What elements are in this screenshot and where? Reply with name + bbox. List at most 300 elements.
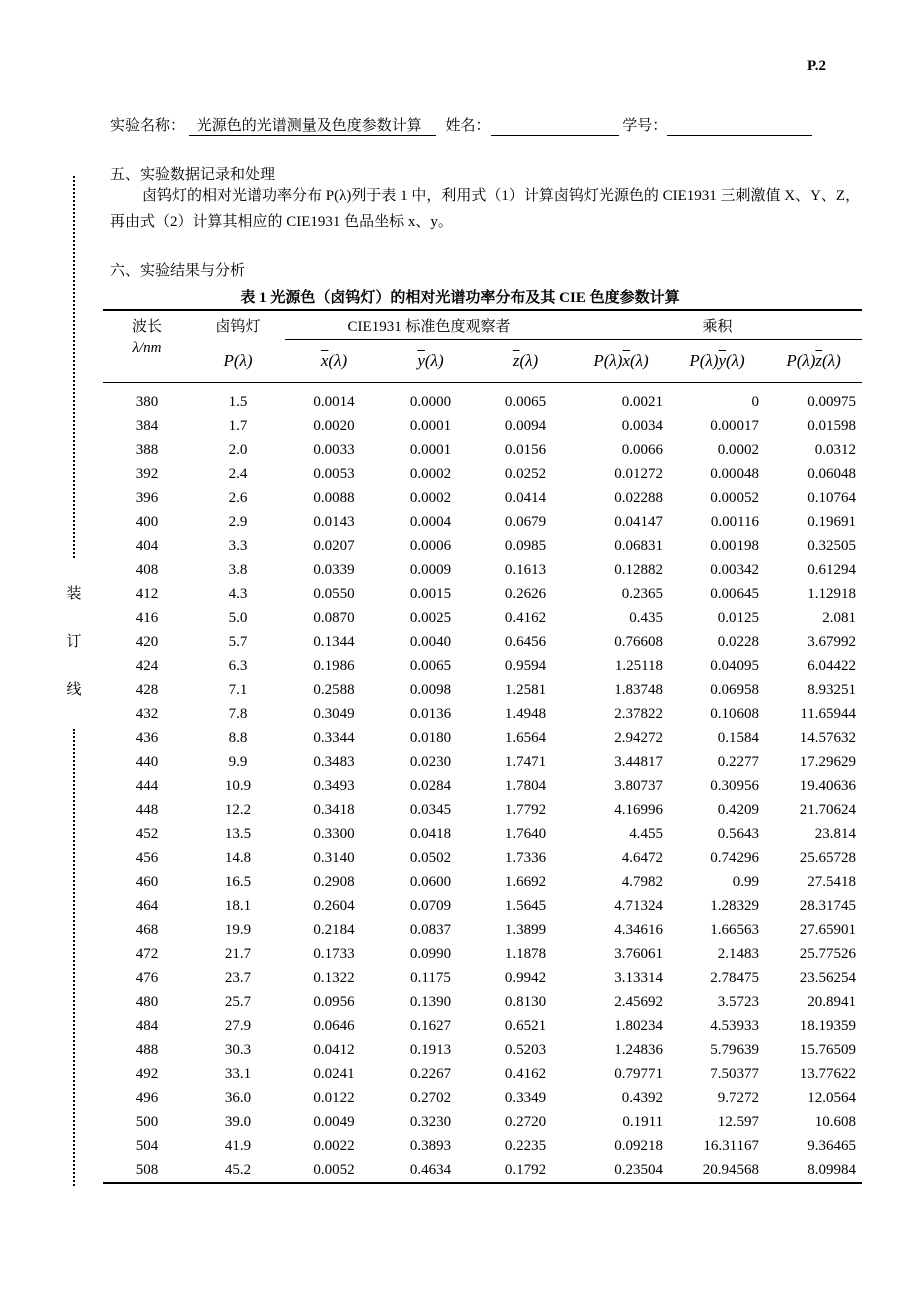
cell-xbar: 0.3483: [313, 754, 355, 770]
cell-xbar: 0.0033: [313, 442, 355, 458]
cell-p-xbar: 0.12882: [614, 562, 664, 578]
cell-p-zbar: 0.19691: [807, 514, 857, 530]
cell-p-zbar: 10.608: [814, 1114, 857, 1130]
table-row: [103, 462, 862, 486]
cell-wavelength: 504: [135, 1138, 159, 1154]
cell-p-ybar: 12.597: [717, 1114, 760, 1130]
cell-wavelength: 440: [135, 754, 159, 770]
cell-p-ybar: 2.78475: [710, 970, 760, 986]
table-row: [103, 486, 862, 510]
section-5-title: 五、实验数据记录和处理: [110, 167, 276, 183]
cell-wavelength: 392: [135, 466, 159, 482]
cell-wavelength: 472: [135, 946, 159, 962]
cell-p-xbar: 2.37822: [614, 706, 664, 722]
cell-ybar: 0.0418: [409, 826, 452, 842]
cell-ybar: 0.0230: [409, 754, 452, 770]
cell-wavelength: 428: [135, 682, 159, 698]
cell-wavelength: 468: [135, 922, 159, 938]
cell-p-ybar: 0.10608: [710, 706, 760, 722]
cell-ybar: 0.0600: [409, 874, 452, 890]
table-row: [103, 702, 862, 726]
cell-lamp-power: 19.9: [224, 922, 252, 938]
header-pz: [765, 340, 862, 383]
cell-p-xbar: 0.09218: [614, 1138, 664, 1154]
cell-zbar: 1.6692: [504, 874, 547, 890]
data-table: [103, 309, 862, 1184]
cell-zbar: 0.1792: [504, 1162, 547, 1178]
section-5-text: 卤钨灯的相对光谱功率分布 P(λ)列于表 1 中，利用式（1）计算卤钨灯光源色的 CIE1931 三刺激值 X、Y、Z，再由式（2）计算其相应的 CIE1931 色品坐标 x、y。: [110, 188, 861, 230]
cell-p-zbar: 28.31745: [799, 898, 857, 914]
cell-ybar: 0.0001: [409, 418, 452, 434]
student-id-label: 学号：: [622, 118, 668, 134]
table-row: [103, 1014, 862, 1038]
cell-lamp-power: 2.6: [228, 490, 248, 506]
cell-p-ybar: 3.5723: [717, 994, 760, 1010]
cell-lamp-power: 27.9: [224, 1018, 252, 1034]
cell-p-xbar: 1.24836: [614, 1042, 664, 1058]
cell-ybar: 0.0345: [409, 802, 452, 818]
header-px: [573, 340, 669, 383]
cell-p-xbar: 0.0034: [621, 418, 664, 434]
ybar-lambda: (λ): [424, 351, 444, 370]
cell-p-zbar: 19.40636: [799, 778, 857, 794]
cell-lamp-power: 1.5: [228, 394, 248, 410]
header-lamp: 卤钨灯: [215, 318, 261, 335]
cell-wavelength: 464: [135, 898, 159, 914]
cell-lamp-power: 41.9: [224, 1138, 252, 1154]
cell-p-zbar: 0.06048: [807, 466, 857, 482]
xbar-lambda: (λ): [328, 351, 348, 370]
cell-wavelength: 408: [135, 562, 159, 578]
cell-zbar: 0.0985: [504, 538, 547, 554]
cell-p-ybar: 0.30956: [710, 778, 760, 794]
cell-p-xbar: 0.02288: [614, 490, 664, 506]
cell-wavelength: 416: [135, 610, 159, 626]
cell-p-xbar: 3.76061: [614, 946, 664, 962]
cell-wavelength: 380: [135, 394, 159, 410]
table-row: [103, 1110, 862, 1134]
cell-lamp-power: 4.3: [228, 586, 248, 602]
experiment-name-value: 光源色的光谱测量及色度参数计算: [189, 117, 436, 136]
cell-zbar: 0.2235: [504, 1138, 547, 1154]
cell-p-zbar: 2.081: [822, 610, 857, 626]
cell-xbar: 0.0049: [313, 1114, 355, 1130]
cell-p-zbar: 3.67992: [807, 634, 857, 650]
cell-zbar: 1.6564: [504, 730, 547, 746]
cell-lamp-power: 2.9: [228, 514, 248, 530]
cell-lamp-power: 8.8: [228, 730, 248, 746]
table-row: [103, 846, 862, 870]
cell-wavelength: 476: [135, 970, 159, 986]
cell-zbar: 1.5645: [504, 898, 547, 914]
cell-zbar: 1.7792: [504, 802, 547, 818]
table-row: [103, 894, 862, 918]
cell-ybar: 0.0002: [409, 490, 452, 506]
cell-p-xbar: 0.2365: [621, 586, 664, 602]
cell-zbar: 0.9594: [504, 658, 547, 674]
cell-p-zbar: 21.70624: [799, 802, 857, 818]
cell-wavelength: 500: [135, 1114, 159, 1130]
table-row: [103, 1062, 862, 1086]
cell-wavelength: 484: [135, 1018, 159, 1034]
cell-ybar: 0.1627: [409, 1018, 452, 1034]
cell-p-xbar: 2.45692: [614, 994, 664, 1010]
cell-zbar: 0.6456: [504, 634, 547, 650]
header-wavelength: 波长: [131, 318, 162, 335]
cell-lamp-power: 5.7: [228, 634, 248, 650]
table-row: [103, 414, 862, 438]
cell-p-xbar: 0.04147: [614, 514, 664, 530]
table-row: [103, 654, 862, 678]
cell-p-ybar: 0.74296: [710, 850, 760, 866]
cell-lamp-power: 33.1: [224, 1066, 252, 1082]
cell-xbar: 0.0143: [313, 514, 355, 530]
table-row: [103, 726, 862, 750]
zbar-lambda: (λ): [519, 351, 539, 370]
cell-p-ybar: 0.00017: [710, 418, 760, 434]
cell-xbar: 0.0956: [313, 994, 355, 1010]
cell-p-xbar: 3.13314: [614, 970, 664, 986]
cell-p-ybar: 0.00198: [710, 538, 760, 554]
cell-p-zbar: 23.814: [814, 826, 857, 842]
cell-p-xbar: 0.435: [629, 610, 664, 626]
cell-wavelength: 492: [135, 1066, 159, 1082]
cell-wavelength: 424: [135, 658, 159, 674]
cell-p-zbar: 0.61294: [807, 562, 857, 578]
cell-p-ybar: 0.0228: [717, 634, 760, 650]
cell-ybar: 0.0284: [409, 778, 452, 794]
pz-lambda: (λ): [822, 351, 841, 370]
cell-xbar: 0.0412: [313, 1042, 355, 1058]
table-row: [103, 606, 862, 630]
cell-zbar: 0.0252: [504, 466, 547, 482]
cell-zbar: 0.4162: [504, 1066, 547, 1082]
cell-ybar: 0.0002: [409, 466, 452, 482]
cell-ybar: 0.4634: [409, 1162, 452, 1178]
cell-p-zbar: 14.57632: [799, 730, 857, 746]
cell-xbar: 0.1322: [313, 970, 355, 986]
cell-xbar: 0.3140: [313, 850, 355, 866]
cell-p-zbar: 1.12918: [807, 586, 857, 602]
cell-wavelength: 452: [135, 826, 159, 842]
cell-p-xbar: 0.1911: [622, 1114, 664, 1130]
cell-lamp-power: 23.7: [224, 970, 252, 986]
cell-xbar: 0.0241: [313, 1066, 355, 1082]
cell-p-xbar: 4.71324: [614, 898, 664, 914]
cell-p-xbar: 0.0021: [621, 394, 664, 410]
cell-lamp-power: 25.7: [224, 994, 252, 1010]
cell-lamp-power: 3.8: [228, 562, 248, 578]
cell-xbar: 0.3300: [313, 826, 355, 842]
cell-xbar: 0.0053: [313, 466, 355, 482]
table-body: [103, 383, 862, 1184]
cell-p-ybar: 0.06958: [710, 682, 760, 698]
cell-p-ybar: 0.2277: [717, 754, 760, 770]
cell-zbar: 0.0414: [504, 490, 547, 506]
cell-p-zbar: 0.0312: [814, 442, 857, 458]
cell-wavelength: 412: [135, 586, 159, 602]
cell-wavelength: 396: [135, 490, 159, 506]
cell-wavelength: 488: [135, 1042, 159, 1058]
table-row: [103, 1086, 862, 1110]
cell-xbar: 0.0020: [313, 418, 355, 434]
cell-p-zbar: 8.93251: [807, 682, 857, 698]
cell-wavelength: 436: [135, 730, 159, 746]
student-name-label: 姓名：: [445, 118, 491, 134]
cell-p-ybar: 1.66563: [710, 922, 760, 938]
table-row: [103, 438, 862, 462]
cell-wavelength: 496: [135, 1090, 159, 1106]
cell-zbar: 0.0679: [504, 514, 547, 530]
table-row: [103, 966, 862, 990]
student-id-blank: [667, 117, 812, 136]
cell-xbar: 0.2908: [313, 874, 355, 890]
cell-p-xbar: 4.7982: [621, 874, 664, 890]
px-lambda: (λ): [630, 351, 649, 370]
pz-letter: $\overline{z}$: [815, 351, 823, 370]
table-row: [103, 383, 862, 415]
cell-wavelength: 404: [135, 538, 159, 554]
table-row: [103, 750, 862, 774]
table-row: [103, 678, 862, 702]
cell-p-ybar: 0.00116: [710, 514, 760, 530]
table-row: [103, 1134, 862, 1158]
cell-lamp-power: 3.3: [228, 538, 248, 554]
cell-xbar: 0.2604: [313, 898, 355, 914]
table-row: [103, 942, 862, 966]
cell-p-xbar: 0.01272: [614, 466, 664, 482]
cell-ybar: 0.0009: [409, 562, 452, 578]
section-6-title: 六、实验结果与分析: [110, 263, 246, 279]
cell-p-xbar: 3.44817: [614, 754, 664, 770]
cell-ybar: 0.0001: [409, 442, 452, 458]
cell-p-xbar: 1.80234: [614, 1018, 664, 1034]
cell-p-zbar: 17.29629: [799, 754, 857, 770]
pz-P: P(λ): [786, 351, 816, 370]
cell-wavelength: 508: [135, 1162, 159, 1178]
cell-zbar: 1.7336: [504, 850, 547, 866]
cell-xbar: 0.0014: [313, 394, 355, 410]
cell-zbar: 0.9942: [504, 970, 547, 986]
cell-p-xbar: 4.6472: [621, 850, 664, 866]
cell-p-xbar: 0.23504: [614, 1162, 664, 1178]
cell-ybar: 0.3893: [409, 1138, 452, 1154]
cell-p-ybar: 0.00342: [710, 562, 760, 578]
cell-lamp-power: 5.0: [228, 610, 248, 626]
binding-char-xian: 线: [66, 682, 82, 698]
cell-p-ybar: 0: [751, 394, 760, 410]
header-observer-group: CIE1931 标准色度观察者: [285, 310, 573, 340]
cell-p-xbar: 4.16996: [614, 802, 664, 818]
cell-zbar: 1.7471: [504, 754, 547, 770]
cell-zbar: 0.3349: [504, 1090, 547, 1106]
cell-wavelength: 448: [135, 802, 159, 818]
cell-zbar: 0.1613: [504, 562, 547, 578]
table-row: [103, 510, 862, 534]
cell-zbar: 0.2720: [504, 1114, 547, 1130]
cell-p-ybar: 0.0002: [717, 442, 760, 458]
cell-p-zbar: 9.36465: [807, 1138, 857, 1154]
cell-zbar: 0.2626: [504, 586, 547, 602]
cell-lamp-power: 30.3: [224, 1042, 252, 1058]
cell-xbar: 0.0207: [313, 538, 355, 554]
cell-p-xbar: 2.94272: [614, 730, 664, 746]
cell-ybar: 0.0180: [409, 730, 452, 746]
cell-ybar: 0.1175: [410, 970, 451, 986]
cell-p-ybar: 0.99: [732, 874, 760, 890]
table-caption: 表 1 光源色（卤钨灯）的相对光谱功率分布及其 CIE 色度参数计算: [240, 290, 680, 306]
cell-lamp-power: 18.1: [224, 898, 252, 914]
cell-p-zbar: 0.00975: [807, 394, 857, 410]
cell-p-xbar: 4.455: [629, 826, 664, 842]
cell-p-xbar: 0.79771: [614, 1066, 664, 1082]
cell-ybar: 0.3230: [409, 1114, 452, 1130]
cell-xbar: 0.3049: [313, 706, 355, 722]
cell-p-zbar: 12.0564: [807, 1090, 857, 1106]
cell-p-zbar: 25.65728: [799, 850, 857, 866]
table-row: [103, 1038, 862, 1062]
cell-ybar: 0.0837: [409, 922, 452, 938]
cell-p-ybar: 0.00048: [710, 466, 760, 482]
cell-p-zbar: 27.65901: [799, 922, 857, 938]
student-name-blank: [491, 117, 619, 136]
xbar-letter: $\overline{x}$: [320, 351, 329, 370]
cell-wavelength: 388: [135, 442, 159, 458]
cell-lamp-power: 36.0: [224, 1090, 252, 1106]
cell-p-zbar: 6.04422: [807, 658, 857, 674]
cell-zbar: 1.2581: [504, 682, 547, 698]
cell-xbar: 0.3493: [313, 778, 355, 794]
cell-wavelength: 460: [135, 874, 159, 890]
cell-p-ybar: 0.00052: [710, 490, 760, 506]
cell-p-ybar: 2.1483: [717, 946, 760, 962]
header-wavelength-unit: λ/nm: [103, 340, 191, 383]
cell-xbar: 0.0122: [313, 1090, 355, 1106]
table-row: [103, 918, 862, 942]
cell-zbar: 1.4948: [504, 706, 547, 722]
binding-line: [66, 176, 82, 1186]
table-row: [103, 558, 862, 582]
cell-ybar: 0.1913: [409, 1042, 452, 1058]
cell-ybar: 0.0004: [409, 514, 452, 530]
cell-p-xbar: 4.34616: [614, 922, 664, 938]
cell-p-ybar: 16.31167: [703, 1138, 760, 1154]
cell-p-xbar: 1.25118: [614, 658, 664, 674]
cell-xbar: 0.1344: [313, 634, 355, 650]
header-zbar: [478, 340, 573, 383]
cell-p-ybar: 20.94568: [702, 1162, 760, 1178]
py-letter: $\overline{y}$: [718, 351, 726, 370]
cell-p-ybar: 0.04095: [710, 658, 760, 674]
cell-lamp-power: 45.2: [224, 1162, 252, 1178]
zbar-letter: $\overline{z}$: [512, 351, 520, 370]
table-row: [103, 582, 862, 606]
cell-xbar: 0.0550: [313, 586, 355, 602]
cell-lamp-power: 39.0: [224, 1114, 252, 1130]
cell-p-ybar: 0.5643: [717, 826, 760, 842]
cell-xbar: 0.3344: [313, 730, 355, 746]
cell-wavelength: 400: [135, 514, 159, 530]
cell-zbar: 0.8130: [504, 994, 547, 1010]
cell-p-zbar: 0.32505: [807, 538, 857, 554]
table-row: [103, 774, 862, 798]
header-product-group: 乘积: [573, 310, 862, 340]
ybar-letter: $\overline{y}$: [417, 351, 425, 370]
cell-xbar: 0.2588: [313, 682, 355, 698]
cell-p-zbar: 20.8941: [807, 994, 857, 1010]
cell-p-zbar: 15.76509: [799, 1042, 857, 1058]
cell-p-ybar: 1.28329: [710, 898, 760, 914]
cell-p-zbar: 23.56254: [799, 970, 857, 986]
binding-dots-top: [73, 176, 75, 558]
cell-xbar: 0.3418: [313, 802, 355, 818]
cell-zbar: 1.3899: [504, 922, 547, 938]
page-number: P.2: [806, 58, 826, 74]
cell-p-zbar: 0.01598: [807, 418, 857, 434]
cell-zbar: 0.6521: [504, 1018, 547, 1034]
header-xbar: [285, 340, 383, 383]
cell-ybar: 0.0502: [409, 850, 452, 866]
cell-zbar: 1.7804: [504, 778, 547, 794]
cell-xbar: 0.0646: [313, 1018, 355, 1034]
binding-char-zhuang: 装: [66, 586, 82, 602]
cell-wavelength: 420: [135, 634, 159, 650]
cell-xbar: 0.1986: [313, 658, 355, 674]
cell-p-xbar: 0.4392: [621, 1090, 664, 1106]
cell-zbar: 0.0156: [504, 442, 547, 458]
cell-lamp-power: 7.1: [228, 682, 248, 698]
cell-ybar: 0.0990: [409, 946, 452, 962]
header-lamp-symbol: P(λ): [191, 340, 285, 383]
cell-p-zbar: 25.77526: [799, 946, 857, 962]
cell-lamp-power: 16.5: [224, 874, 252, 890]
cell-ybar: 0.0040: [409, 634, 452, 650]
cell-p-zbar: 27.5418: [807, 874, 857, 890]
cell-lamp-power: 14.8: [224, 850, 252, 866]
py-P: P(λ): [689, 351, 719, 370]
table-row: [103, 822, 862, 846]
cell-lamp-power: 13.5: [224, 826, 252, 842]
cell-wavelength: 456: [135, 850, 159, 866]
cell-ybar: 0.0000: [409, 394, 452, 410]
cell-lamp-power: 2.0: [228, 442, 248, 458]
cell-zbar: 0.4162: [504, 610, 547, 626]
binding-dots-bottom: [73, 729, 75, 1186]
cell-lamp-power: 9.9: [228, 754, 248, 770]
table-row: [103, 630, 862, 654]
cell-p-ybar: 0.4209: [717, 802, 760, 818]
table-row: [103, 534, 862, 558]
cell-xbar: 0.0088: [313, 490, 355, 506]
cell-xbar: 0.1733: [313, 946, 355, 962]
cell-xbar: 0.0022: [313, 1138, 355, 1154]
cell-p-xbar: 1.83748: [614, 682, 664, 698]
cell-xbar: 0.0339: [313, 562, 355, 578]
cell-ybar: 0.0709: [409, 898, 452, 914]
cell-wavelength: 444: [135, 778, 159, 794]
table-row: [103, 990, 862, 1014]
cell-zbar: 0.0094: [504, 418, 547, 434]
spectral-table: [103, 309, 862, 1184]
header-ybar: [383, 340, 478, 383]
cell-p-ybar: 4.53933: [710, 1018, 760, 1034]
cell-lamp-power: 6.3: [228, 658, 248, 674]
cell-ybar: 0.0065: [409, 658, 452, 674]
cell-zbar: 1.1878: [504, 946, 547, 962]
py-lambda: (λ): [726, 351, 745, 370]
table-row: [103, 870, 862, 894]
table-row: [103, 1158, 862, 1183]
